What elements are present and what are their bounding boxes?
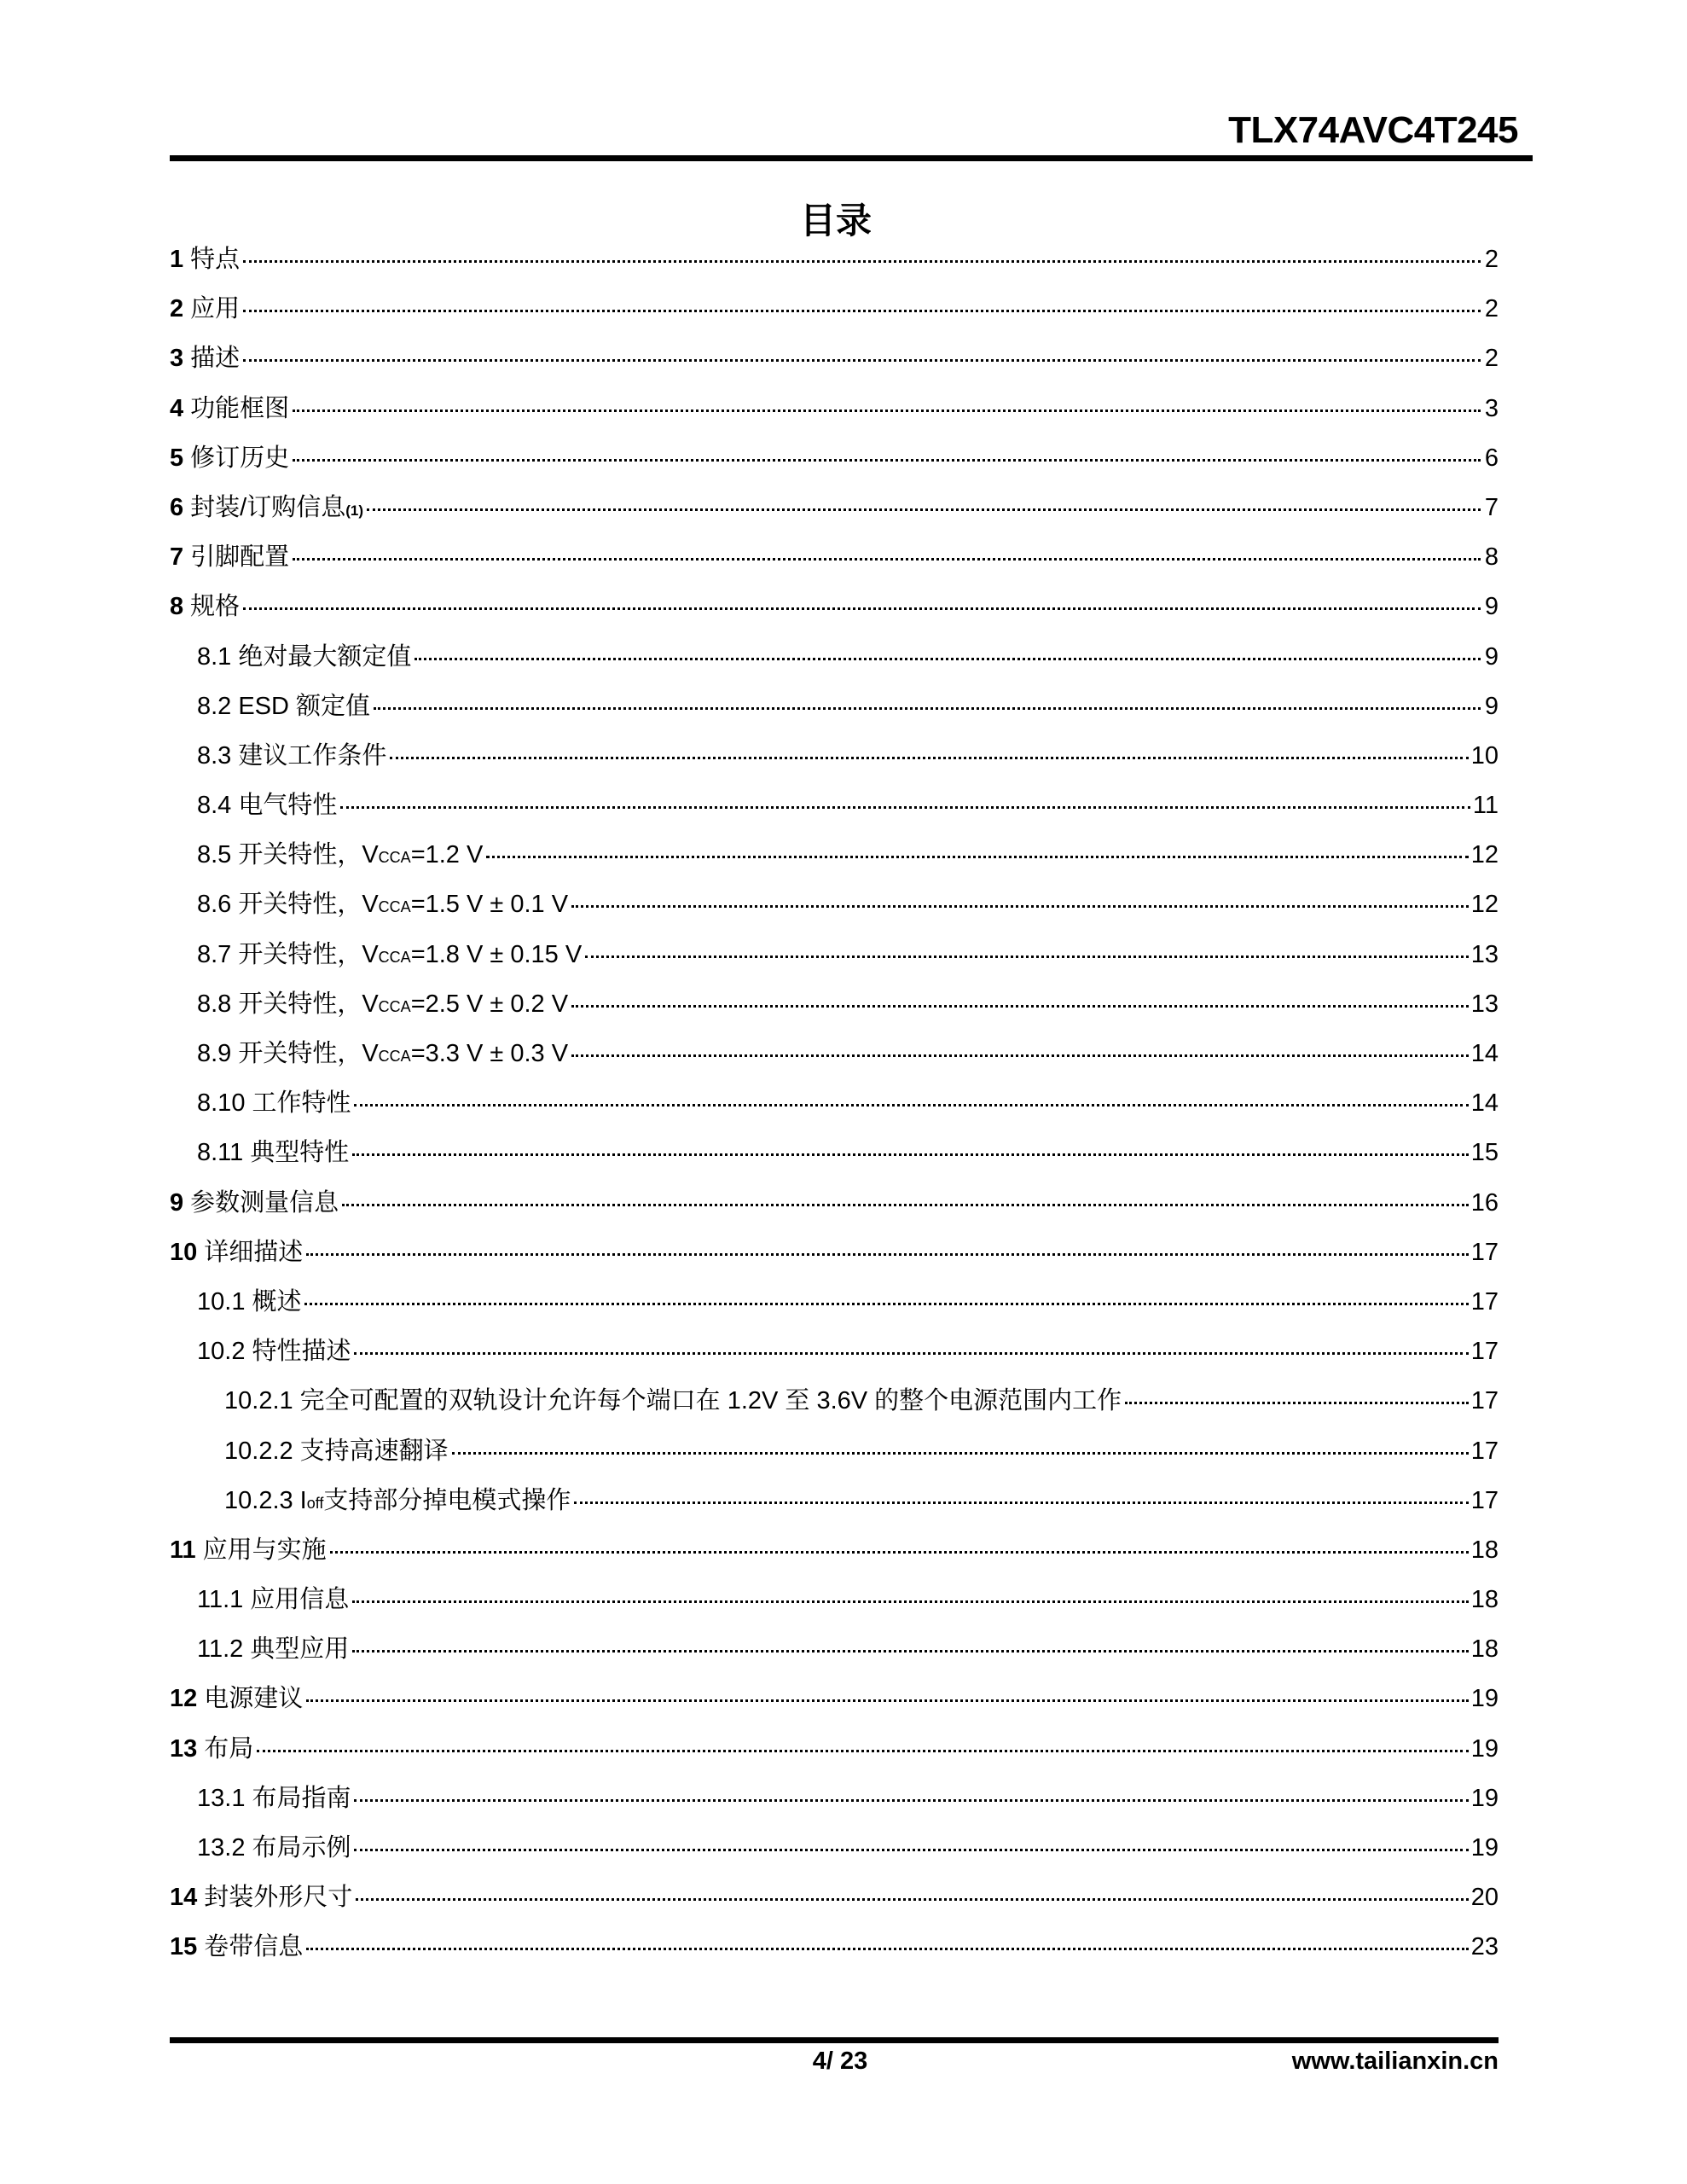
toc-entry[interactable]: [170, 638, 1499, 688]
toc-entry-number: 11.2: [197, 1635, 244, 1664]
toc-entry-subscript: CCA: [378, 1048, 411, 1065]
toc-entry[interactable]: [170, 241, 1499, 290]
toc-entry-number: 13.2: [197, 1834, 246, 1862]
dot-leader: [571, 905, 1469, 908]
toc-entry-page: 18: [1470, 1586, 1499, 1614]
toc-entry-number: 10.1: [197, 1287, 246, 1316]
toc-entry-number: 10.2.2: [224, 1437, 293, 1465]
toc-entry-number: 15: [170, 1933, 198, 1961]
toc-entry-title: 描述: [190, 345, 241, 373]
toc-entry-number: 6: [170, 493, 184, 521]
toc-entry-page: 10: [1470, 741, 1499, 770]
toc-entry-title: ESD 额定值: [238, 692, 371, 720]
toc-entry-number: 1: [170, 246, 184, 273]
toc-entry-page: 17: [1470, 1387, 1499, 1415]
toc-entry-number: 13.1: [197, 1784, 246, 1812]
toc-entry[interactable]: [170, 290, 1499, 340]
toc-entry-number: 13: [170, 1734, 198, 1763]
toc-entry-subscript: CCA: [378, 849, 411, 867]
dot-leader: [352, 1153, 1468, 1156]
toc-entry-page: 3: [1484, 394, 1499, 422]
toc-entry[interactable]: [170, 787, 1499, 836]
toc-entry[interactable]: [170, 886, 1499, 935]
toc-entry-title: 概述: [252, 1287, 302, 1316]
dot-leader: [352, 1600, 1468, 1603]
toc-entry-title: I: [299, 1486, 307, 1514]
toc-entry-title: 参数测量信息: [190, 1188, 339, 1217]
toc-entry-number: 10.2.3: [224, 1486, 293, 1514]
website-link[interactable]: www.tailianxin.cn: [1291, 2048, 1499, 2075]
toc-entry-title: 典型特性: [250, 1139, 350, 1167]
toc-entry-title: 引脚配置: [190, 543, 290, 572]
toc-entry[interactable]: [170, 390, 1499, 439]
toc-entry-number: 8.6: [197, 891, 232, 919]
dot-leader: [374, 707, 1481, 710]
dot-leader: [342, 1204, 1469, 1206]
toc-entry-title: 建议工作条件: [238, 741, 387, 770]
toc-entry-title-suffix: =1.2 V: [410, 841, 484, 869]
toc-entry-title: 卷带信息: [204, 1933, 304, 1961]
toc-entry-title: 开关特性，V: [238, 940, 379, 968]
toc-entry-page: 19: [1470, 1784, 1499, 1812]
toc-entry-title-suffix: =2.5 V ± 0.2 V: [410, 990, 569, 1018]
toc-entry[interactable]: [170, 439, 1499, 489]
toc-entry-title: 绝对最大额定值: [238, 642, 412, 671]
toc-entry-number: 10: [170, 1238, 198, 1266]
toc-entry-page: 19: [1470, 1834, 1499, 1862]
toc-entry-number: 10.2: [197, 1338, 246, 1366]
toc-entry-page: 17: [1470, 1437, 1499, 1465]
toc-entry-title: 开关特性，V: [238, 1040, 379, 1067]
toc-entry-page: 2: [1484, 345, 1499, 373]
dot-leader: [304, 1303, 1468, 1305]
toc-entry-number: 7: [170, 543, 184, 572]
footer-divider: [170, 2037, 1499, 2043]
dot-leader: [330, 1551, 1469, 1554]
toc-entry-number: 11: [170, 1536, 196, 1564]
toc-entry-title: 电源建议: [204, 1685, 304, 1713]
toc-entry-page: 14: [1470, 1040, 1499, 1067]
toc-entry[interactable]: [170, 1283, 1499, 1333]
dot-leader: [306, 1699, 1468, 1702]
toc-entry-number: 8: [170, 593, 184, 621]
dot-leader: [354, 1849, 1468, 1851]
toc-entry-page: 13: [1470, 990, 1499, 1018]
toc-entry-page: 14: [1470, 1089, 1499, 1118]
toc-entry-title: 典型应用: [250, 1635, 350, 1664]
toc-entry-page: 2: [1484, 246, 1499, 273]
toc-entry[interactable]: [170, 1333, 1499, 1382]
toc-entry[interactable]: [170, 1432, 1499, 1482]
toc-entry-page: 18: [1470, 1536, 1499, 1564]
dot-leader: [257, 1750, 1468, 1752]
toc-entry-page: 12: [1470, 841, 1499, 869]
toc-entry-title: 特性描述: [252, 1338, 351, 1366]
toc-entry-footnote-mark: (1): [345, 502, 363, 519]
toc-entry-page: 23: [1470, 1933, 1499, 1961]
toc-entry-page: 17: [1470, 1287, 1499, 1316]
dot-leader: [243, 310, 1481, 312]
dot-leader: [354, 1104, 1468, 1107]
toc-entry-title: 开关特性，V: [238, 841, 379, 869]
toc-entry[interactable]: [170, 737, 1499, 787]
toc-entry-number: 8.4: [197, 792, 232, 820]
toc-entry[interactable]: [170, 1084, 1499, 1134]
toc-entry-number: 4: [170, 394, 184, 422]
toc-entry-page: 9: [1484, 593, 1499, 621]
toc-entry[interactable]: [170, 1730, 1499, 1780]
toc-entry-page: 17: [1470, 1486, 1499, 1514]
toc-entry-title: 应用信息: [250, 1586, 350, 1614]
toc-entry-number: 12: [170, 1685, 198, 1713]
toc-entry-page: 12: [1470, 891, 1499, 919]
toc-entry-number: 8.3: [197, 741, 232, 770]
toc-entry[interactable]: [170, 936, 1499, 985]
toc-entry[interactable]: [170, 1234, 1499, 1283]
toc-entry[interactable]: [170, 1035, 1499, 1084]
toc-entry[interactable]: [170, 1879, 1499, 1928]
table-of-contents: [170, 241, 1499, 1978]
dot-leader: [293, 459, 1481, 462]
toc-entry-page: 20: [1470, 1884, 1499, 1912]
toc-entry-title: 电气特性: [238, 792, 338, 820]
toc-entry-number: 14: [170, 1884, 198, 1912]
toc-entry-page: 9: [1484, 692, 1499, 720]
dot-leader: [243, 359, 1481, 362]
dot-leader: [1125, 1402, 1469, 1404]
toc-entry-title: 详细描述: [204, 1238, 304, 1266]
toc-entry[interactable]: [170, 588, 1499, 637]
toc-entry[interactable]: [170, 688, 1499, 737]
toc-entry[interactable]: [170, 1184, 1499, 1234]
toc-entry[interactable]: [170, 1382, 1499, 1432]
toc-entry-page: 19: [1470, 1734, 1499, 1763]
toc-entry-title: 应用与实施: [202, 1536, 327, 1564]
toc-entry[interactable]: [170, 1928, 1499, 1978]
toc-entry-page: 18: [1470, 1635, 1499, 1664]
toc-entry-title: 封装/订购信息: [190, 493, 346, 521]
toc-entry[interactable]: [170, 1829, 1499, 1879]
toc-entry-page: 8: [1484, 543, 1499, 572]
toc-entry-title-suffix: 支持部分掉电模式操作: [323, 1486, 571, 1514]
toc-entry[interactable]: [170, 985, 1499, 1035]
toc-entry-number: 8.10: [197, 1089, 246, 1118]
toc-entry-page: 6: [1484, 444, 1499, 472]
page-number: 4/ 23: [812, 2048, 868, 2075]
toc-entry-title: 完全可配置的双轨设计允许每个端口在 1.2V 至 3.6V 的整个电源范围内工作: [299, 1387, 1122, 1415]
dot-leader: [452, 1452, 1469, 1455]
toc-entry-subscript: CCA: [378, 898, 411, 916]
toc-entry[interactable]: [170, 836, 1499, 886]
toc-entry-title-suffix: =1.8 V ± 0.15 V: [410, 940, 583, 968]
toc-entry-number: 8.9: [197, 1040, 232, 1067]
toc-entry-page: 17: [1470, 1238, 1499, 1266]
dot-leader: [585, 956, 1469, 958]
toc-entry-subscript: CCA: [378, 948, 411, 966]
dot-leader: [243, 607, 1481, 610]
toc-entry-title: 布局: [204, 1734, 254, 1763]
toc-entry[interactable]: [170, 1630, 1499, 1680]
toc-entry-number: 8.5: [197, 841, 232, 869]
toc-entry-title: 支持高速翻译: [299, 1437, 449, 1465]
toc-entry[interactable]: [170, 1780, 1499, 1829]
toc-entry-number: 11.1: [197, 1586, 244, 1614]
dot-leader: [390, 757, 1468, 759]
toc-entry-number: 8.1: [197, 642, 232, 671]
toc-entry-page: 11: [1472, 792, 1499, 820]
dot-leader: [356, 1898, 1468, 1901]
toc-entry-number: 8.7: [197, 940, 232, 968]
toc-entry-title: 规格: [190, 593, 241, 621]
toc-entry-title: 修订历史: [190, 444, 290, 472]
toc-entry-page: 9: [1484, 642, 1499, 671]
toc-entry-title: 特点: [190, 246, 241, 273]
dot-leader: [306, 1948, 1468, 1950]
dot-leader: [574, 1502, 1468, 1504]
dot-leader: [352, 1650, 1468, 1653]
toc-entry-title-suffix: =1.5 V ± 0.1 V: [410, 891, 569, 919]
dot-leader: [243, 260, 1481, 263]
toc-entry[interactable]: [170, 538, 1499, 588]
toc-entry[interactable]: [170, 1581, 1499, 1630]
toc-entry-title: 功能框图: [190, 394, 290, 422]
dot-leader: [571, 1054, 1469, 1057]
dot-leader: [354, 1799, 1468, 1802]
dot-leader: [415, 658, 1481, 660]
toc-entry-page: 16: [1470, 1188, 1499, 1217]
dot-leader: [571, 1005, 1469, 1008]
toc-entry-number: 3: [170, 345, 184, 373]
toc-entry-page: 19: [1470, 1685, 1499, 1713]
dot-leader: [367, 508, 1481, 511]
toc-entry[interactable]: [170, 1531, 1499, 1581]
toc-heading: 目录: [799, 200, 872, 241]
toc-entry[interactable]: [170, 489, 1499, 538]
dot-leader: [306, 1253, 1468, 1256]
dot-leader: [354, 1352, 1468, 1355]
toc-entry-page: 2: [1484, 295, 1499, 323]
toc-entry-number: 9: [170, 1188, 184, 1217]
toc-entry-number: 8.11: [197, 1139, 244, 1167]
toc-entry-page: 13: [1470, 940, 1499, 968]
toc-entry-title: 应用: [190, 295, 241, 323]
dot-leader: [293, 410, 1481, 412]
toc-entry-number: 10.2.1: [224, 1387, 293, 1415]
toc-entry-number: 8.8: [197, 990, 232, 1018]
dot-leader: [486, 856, 1468, 858]
toc-entry-title: 开关特性，V: [238, 990, 379, 1018]
toc-entry-page: 15: [1470, 1139, 1499, 1167]
toc-entry-number: 2: [170, 295, 184, 323]
toc-entry-title: 布局指南: [252, 1784, 351, 1812]
document-title: TLX74AVC4T245: [1228, 109, 1518, 151]
toc-entry[interactable]: [170, 1680, 1499, 1729]
toc-entry-title: 工作特性: [252, 1089, 351, 1118]
toc-entry-page: 7: [1484, 493, 1499, 521]
toc-entry-number: 5: [170, 444, 184, 472]
toc-entry-subscript: off: [306, 1494, 324, 1512]
toc-entry-subscript: CCA: [378, 997, 411, 1015]
header-divider: [170, 155, 1533, 161]
toc-entry-title: 开关特性，V: [238, 891, 379, 919]
toc-entry[interactable]: [170, 1134, 1499, 1183]
toc-entry[interactable]: [170, 1482, 1499, 1531]
toc-entry-page: 17: [1470, 1338, 1499, 1366]
toc-entry[interactable]: [170, 340, 1499, 389]
dot-leader: [293, 558, 1481, 561]
toc-entry-number: 8.2: [197, 692, 232, 720]
dot-leader: [340, 806, 1470, 809]
toc-entry-title: 布局示例: [252, 1834, 351, 1862]
toc-entry-title: 封装外形尺寸: [204, 1884, 353, 1912]
toc-entry-title-suffix: =3.3 V ± 0.3 V: [410, 1040, 569, 1067]
